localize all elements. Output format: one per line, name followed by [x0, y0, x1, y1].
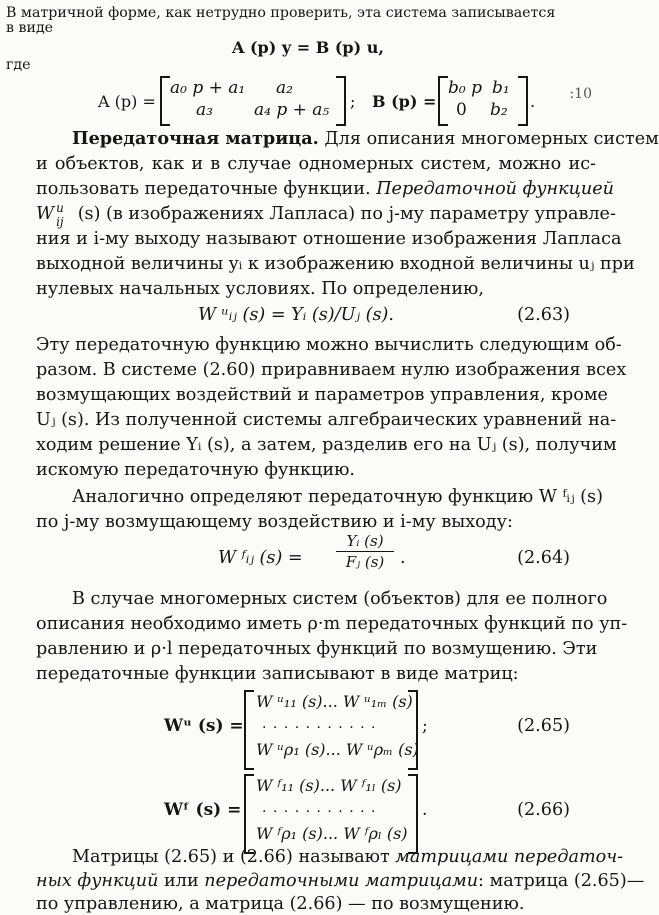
equation-number-2-63: (2.63) — [517, 305, 570, 325]
matrix-b-r1c1: b₀ p — [448, 78, 482, 98]
matrix-wu-row-2: . . . . . . . . . . . — [262, 716, 377, 732]
para2-line-4: Uⱼ (s). Из полученной системы алгебраических уравнений на- — [36, 410, 617, 430]
matrix-wu-row-3: W ᵘρ₁ (s)... W ᵘρₘ (s) — [256, 740, 419, 759]
equation-number-2-66: (2.66) — [517, 800, 570, 820]
para5-line-1 — [72, 846, 624, 868]
intro-equation: A (p) y = B (p) u, — [232, 38, 384, 57]
fraction-denominator: Fⱼ (s) — [345, 553, 385, 571]
matrix-wf-row-1: W ᶠ₁₁ (s)... W ᶠ₁ₗ (s) — [256, 776, 402, 795]
para4-line-4: передаточные функции записывают в виде матриц: — [36, 664, 519, 684]
para1-line-5: ния и i-му выходу называют отношение изображения Лапласа — [36, 229, 622, 249]
para1-line-1-text: Для описания многомерных систем — [324, 129, 659, 149]
matrix-b-r2c2: b₂ — [490, 100, 508, 120]
matrix-a-label: A (p) = — [98, 92, 156, 111]
term-transfer-matrices: передаточными матрицами — [204, 871, 479, 891]
intro-where: где — [6, 57, 31, 73]
matrix-a-r2c2: a₄ p + a₅ — [254, 100, 330, 120]
matrix-wu-right-bracket — [408, 690, 418, 770]
para3-line-1: Аналогично определяют передаточную функцию W ᶠᵢⱼ (s) — [72, 487, 603, 507]
matrix-end: . — [530, 92, 536, 111]
equation-2-64-fraction — [336, 532, 394, 571]
equation-2-64-lhs: W ᶠᵢⱼ (s) = — [218, 548, 303, 568]
matrix-a-r2c1: a₃ — [196, 100, 213, 120]
matrix-b-right-bracket — [518, 76, 528, 126]
para5-line-2-a: ных функций — [36, 871, 159, 891]
para3-line-2: по j-му возмущающему воздействию и i-му выходу: — [36, 512, 513, 532]
para1-line-3-a: пользовать передаточные функции. — [36, 179, 371, 199]
intro-line-1: В матричной форме, как нетрудно проверить, эта система записывается — [6, 5, 556, 21]
fraction-numerator: Yᵢ (s) — [346, 532, 384, 550]
equation-2-65-tail: ; — [422, 716, 428, 736]
matrix-a-r1c2: a₂ — [276, 78, 293, 98]
matrix-a-r1c1: a₀ p + a₁ — [170, 78, 246, 98]
para1-line-1 — [72, 128, 659, 150]
symbol-w-sub: ij — [56, 215, 64, 229]
symbol-w: W — [36, 204, 55, 224]
equation-2-65-lhs: Wᵘ (s) = — [164, 716, 244, 736]
matrix-b-r1c2: b₁ — [492, 78, 510, 98]
fraction-bar — [336, 551, 394, 552]
matrix-a-right-bracket — [336, 76, 346, 126]
symbol-w-sup: u — [56, 201, 64, 215]
equation-2-66-lhs: Wᶠ (s) = — [164, 800, 242, 820]
para2-line-6: искомую передаточную функцию. — [36, 460, 355, 480]
para4-line-3: равлению и ρ·l передаточных функций по возмущению. Эти — [36, 639, 598, 659]
matrix-a-left-bracket — [160, 76, 170, 126]
matrix-b-label: B (p) = — [372, 92, 437, 111]
matrix-wf-left-bracket — [244, 774, 254, 854]
equation-2-66-tail: . — [422, 800, 428, 820]
equation-2-63: W ᵘᵢⱼ (s) = Yᵢ (s)/Uⱼ (s). — [198, 305, 395, 325]
matrix-wf-row-2: . . . . . . . . . . . — [262, 800, 377, 816]
para5-line-2-d: : матрица (2.65)— — [478, 871, 645, 891]
matrix-wu-left-bracket — [244, 690, 254, 770]
matrix-b-left-bracket — [438, 76, 448, 126]
para5-line-3: по управлению, а матрица (2.66) — по возмущению. — [36, 894, 525, 914]
equation-number-2-65: (2.65) — [517, 716, 570, 736]
matrix-b-r2c1: 0 — [456, 100, 467, 120]
para5-line-2 — [36, 870, 645, 892]
para1-line-4-text: (s) (в изображениях Лапласа) по j-му параметру управле- — [77, 204, 616, 224]
matrix-separator: ; — [350, 92, 356, 111]
para5-line-2-b: или — [164, 871, 199, 891]
para2-line-2: разом. В системе (2.60) приравниваем нулю изображения всех — [36, 360, 627, 380]
term-transfer-function: Передаточной функцией — [376, 179, 615, 199]
para1-line-3 — [36, 178, 615, 200]
para5-line-1-a: Матрицы (2.65) и (2.66) называют — [72, 847, 390, 867]
section-heading: Передаточная матрица. — [72, 128, 319, 149]
para4-line-2: описания необходимо иметь ρ·m передаточных функций по уп- — [36, 614, 628, 634]
margin-mark: :10 — [569, 86, 592, 102]
term-transfer-function-matrices: матрицами передаточ- — [395, 847, 624, 867]
para2-line-5: ходим решение Yᵢ (s), а затем, разделив его на Uⱼ (s), получим — [36, 435, 617, 455]
matrix-wf-right-bracket — [408, 774, 418, 854]
para1-line-4 — [36, 201, 616, 229]
para1-line-7: нулевых начальных условиях. По определению, — [36, 279, 484, 299]
para4-line-1: В случае многомерных систем (объектов) для ее полного — [72, 589, 608, 609]
para1-line-6: выходной величины yᵢ к изображению входной величины uⱼ при — [36, 254, 635, 274]
equation-number-2-64: (2.64) — [517, 548, 570, 568]
equation-2-64-tail: . — [400, 548, 406, 568]
para1-line-2: и объектов, как и в случае одномерных систем, можно ис- — [36, 154, 596, 174]
para2-line-1: Эту передаточную функцию можно вычислить следующим об- — [36, 335, 622, 355]
matrix-wu-row-1: W ᵘ₁₁ (s)... W ᵘ₁ₘ (s) — [256, 692, 413, 711]
matrix-wf-row-3: W ᶠρ₁ (s)... W ᶠρₗ (s) — [256, 824, 408, 843]
intro-line-2: в виде — [6, 20, 54, 36]
para2-line-3: возмущающих воздействий и параметров управления, кроме — [36, 385, 608, 405]
